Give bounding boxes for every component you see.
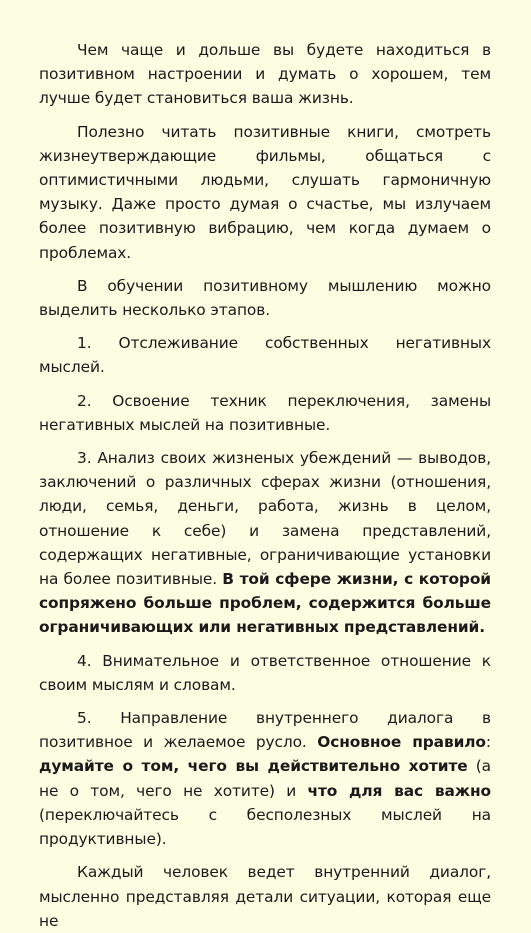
list-item-stage-2 — [39, 389, 491, 437]
text-segment: Полезно читать позитивные книги, смотреть жизнеутверждающие фильмы, общаться с оптимистичными людьми, слушать гармоничную музыку. Даже просто думая о счастье, мы излучаем более позитивную вибрацию, чем когда думаем о проблемах. — [39, 122, 491, 262]
text-segment: 5. Направление внутреннего диалога в позитивное и желаемое русло. — [39, 709, 491, 752]
paragraph-positive-mood — [39, 38, 491, 111]
text-segment: 3. Анализ своих жизненых убеждений — выводов, заключений о различных сферах жизни (отношения, люди, семья, деньги, работа, жизнь в целом, отношение к себе) и замена представлений, содержащих негативные, ограничивающие установки на более позитивные. — [39, 449, 491, 589]
paragraph-inner-dialogue — [39, 860, 491, 933]
text-segment: 2. Освоение техник переключения, замены негативных мыслей на позитивные. — [39, 391, 491, 434]
bold-text-segment: Основное правило — [317, 733, 486, 752]
text-segment: В обучении позитивному мышлению можно выделить несколько этапов. — [39, 276, 491, 320]
list-item-stage-4 — [39, 649, 491, 697]
text-segment: Чем чаще и дольше вы будете находиться в позитивном настроении и думать о хорошем, тем лучше будет становиться ваша жизнь. — [39, 41, 491, 108]
text-segment: Каждый человек ведет внутренний диалог, мысленно представляя детали ситуации, которая еще не — [39, 863, 491, 930]
bold-text-segment: В той сфере жизни, с которой сопряжено больше проблем, содержится больше ограничивающих или негативных представлений. — [39, 570, 491, 637]
bold-text-segment: что для вас важно — [307, 781, 491, 800]
paragraph-learning-stages — [39, 274, 491, 322]
list-item-stage-5 — [39, 706, 491, 851]
text-segment: (а не о том, чего не хотите) и — [39, 757, 491, 800]
list-item-stage-1 — [39, 331, 491, 379]
text-segment: : — [485, 733, 492, 752]
list-item-stage-3 — [39, 446, 491, 640]
text-segment: 4. Внимательное и ответственное отношение к своим мыслям и словам. — [39, 651, 491, 694]
text-segment: (переключайтесь с бесполезных мыслей на продуктивные). — [39, 805, 491, 849]
paragraph-useful-activities — [39, 120, 491, 265]
bold-text-segment: думайте о том, чего вы действительно хотите — [39, 757, 468, 776]
text-segment: 1. Отслеживание собственных негативных мыслей. — [39, 334, 491, 377]
